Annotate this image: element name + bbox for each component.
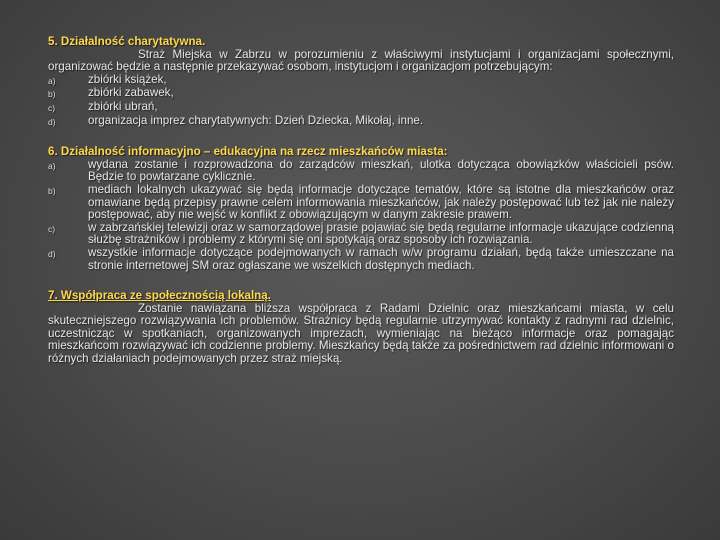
list-item [48,159,674,184]
list-item [48,115,674,129]
section-intro: Straż Miejska w Zabrzu w porozumieniu z właściwymi instytucjami i organizacjami społecznymi, organizować będzie a następnie przekazywać osobom, instytucjom i organizacjom potrzebującym: [48,47,674,74]
list-marker: c) [48,102,56,113]
list-item-text: mediach lokalnych ukazywać się będą informacje dotyczące tematów, które są istotne dla mieszkańców oraz omawiane będą przepisy prawne celem informowania mieszkańców, jak należy postępować lub też jak nie należy postępować, aby nie wejść w konflikt z obowiązującym w danym zakresie prawem. [88,182,674,222]
list-item-text: zbiórki książek, [88,72,167,86]
list-item [48,101,674,115]
list-item [48,222,674,247]
section-heading: 7. Współpraca ze społecznością lokalną. [48,289,271,303]
item-list [48,74,674,128]
list-marker: a) [48,160,56,171]
list-item [48,184,674,222]
list-marker: b) [48,89,56,100]
section-information [48,146,674,272]
list-marker: c) [48,223,56,234]
list-marker: d) [48,116,56,127]
list-item-text: zbiórki ubrań, [88,99,158,113]
section-intro: Zostanie nawiązana bliższa współpraca z Radami Dzielnic oraz mieszkańcami miasta, w celu skuteczniejszego rozwiązywania ich problemów. Strażnicy będą regularnie utrzymywać kontakty z radnymi rad dzielnic, uczestnicząc w spotkaniach, organizowanych imprezach, wymieniając na bieżąco informacje oraz pomagając mieszkańcom rozwiązywać ich codzienne problemy. Mieszkańcy będą także za pośrednictwem rad dzielnic informowani o różnych działaniach podejmowanych przez straż miejską. [48,301,674,366]
list-item [48,74,674,88]
list-item [48,87,674,101]
section-heading: 5. Działalność charytatywna. [48,35,206,48]
list-marker: a) [48,75,56,86]
section-heading: 6. Działalność informacyjno – edukacyjna na rzecz mieszkańców miasta: [48,145,448,159]
list-marker: b) [48,185,56,196]
slide-content [48,36,674,384]
list-item-text: wszystkie informacje dotyczące podejmowanych w ramach w/w programu działań, będą także umieszczane na stronie internetowej SM oraz ogłaszane we wszelkich dostępnych mediach. [88,245,674,272]
list-item-text: zbiórki zabawek, [88,86,174,100]
section-community [48,290,674,366]
list-marker: d) [48,248,56,259]
section-charity [48,36,674,128]
list-item-text: organizacja imprez charytatywnych: Dzień Dziecka, Mikołaj, inne. [88,113,424,127]
list-item-text: wydana zostanie i rozprowadzona do zarządców mieszkań, ulotka dotycząca obowiązków właścicieli psów. Będzie to powtarzane cyklicznie. [88,157,674,184]
list-item-text: w zabrzańskiej telewizji oraz w samorządowej prasie pojawiać się będą regularne informacje ukazujące codzienną służbę strażników i problemy z którymi się oni spotykają oraz sposoby ich rozwiązania. [88,220,674,247]
item-list [48,159,674,272]
list-item [48,247,674,272]
